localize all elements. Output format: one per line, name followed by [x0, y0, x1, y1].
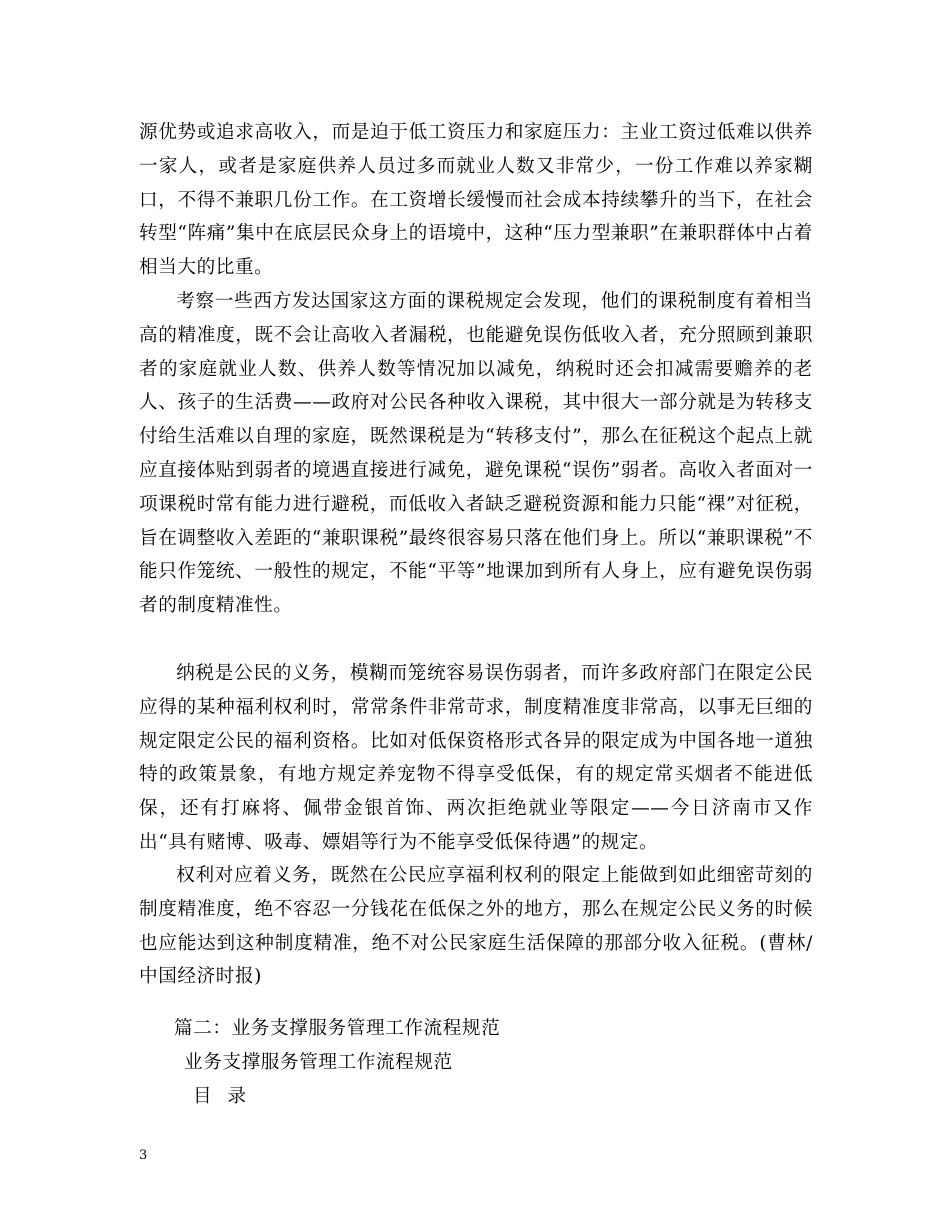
section-title: 篇二：业务支撑服务管理工作流程规范: [174, 1018, 501, 1039]
toc-label: 目 录: [193, 1086, 252, 1107]
document-title: 业务支撑服务管理工作流程规范: [184, 1052, 453, 1073]
body-paragraph-4: 权利对应着义务，既然在公民应享福利权利的限定上能做到如此细密苛刻的制度精准度，绝不容忍一分钱花在低保之外的地方，那么在规定公民义务的时候也应能达到这种制度精准，绝不对公民家庭生活保障的那部分收入征税。(曹林/中国经济时报): [139, 865, 813, 988]
page-number: 3: [139, 1148, 148, 1163]
body-paragraph-3: 纳税是公民的义务，模糊而笼统容易误伤弱者，而许多政府部门在限定公民应得的某种福利权利时，常常条件非常苛求，制度精准度非常高，以事无巨细的规定限定公民的福利资格。比如对低保资格形式各异的限定成为中国各地一道独特的政策景象，有地方规定养宠物不得享受低保，有的规定常买烟者不能进低保，还有打麻将、佩带金银首饰、两次拒绝就业等限定——今日济南市又作出“具有赌博、吸毒、嫖娼等行为不能享受低保待遇”的规定。: [139, 663, 813, 853]
body-paragraph-2: 考察一些西方发达国家这方面的课税规定会发现，他们的课税制度有着相当高的精准度，既不会让高收入者漏税，也能避免误伤低收入者，充分照顾到兼职者的家庭就业人数、供养人数等情况加以减免，纳税时还会扣减需要赡养的老人、孩子的生活费——政府对公民各种收入课税，其中很大一部分就是为转移支付给生活难以自理的家庭，既然课税是为“转移支付”，那么在征税这个起点上就应直接体贴到弱者的境遇直接进行减免，避免课税“误伤”弱者。高收入者面对一项课税时常有能力进行避税，而低收入者缺乏避税资源和能力只能“裸”对征税，旨在调整收入差距的“兼职课税”最终很容易只落在他们身上。所以“兼职课税”不能只作笼统、一般性的规定，不能“平等”地课加到所有人身上，应有避免误伤弱者的制度精准性。: [139, 291, 813, 617]
body-paragraph-1: 源优势或追求高收入，而是迫于低工资压力和家庭压力：主业工资过低难以供养一家人，或者是家庭供养人员过多而就业人数又非常少，一份工作难以养家糊口，不得不兼职几份工作。在工资增长缓慢而社会成本持续攀升的当下，在社会转型“阵痛”集中在底层民众身上的语境中，这种“压力型兼职”在兼职群体中占着相当大的比重。: [139, 122, 813, 279]
